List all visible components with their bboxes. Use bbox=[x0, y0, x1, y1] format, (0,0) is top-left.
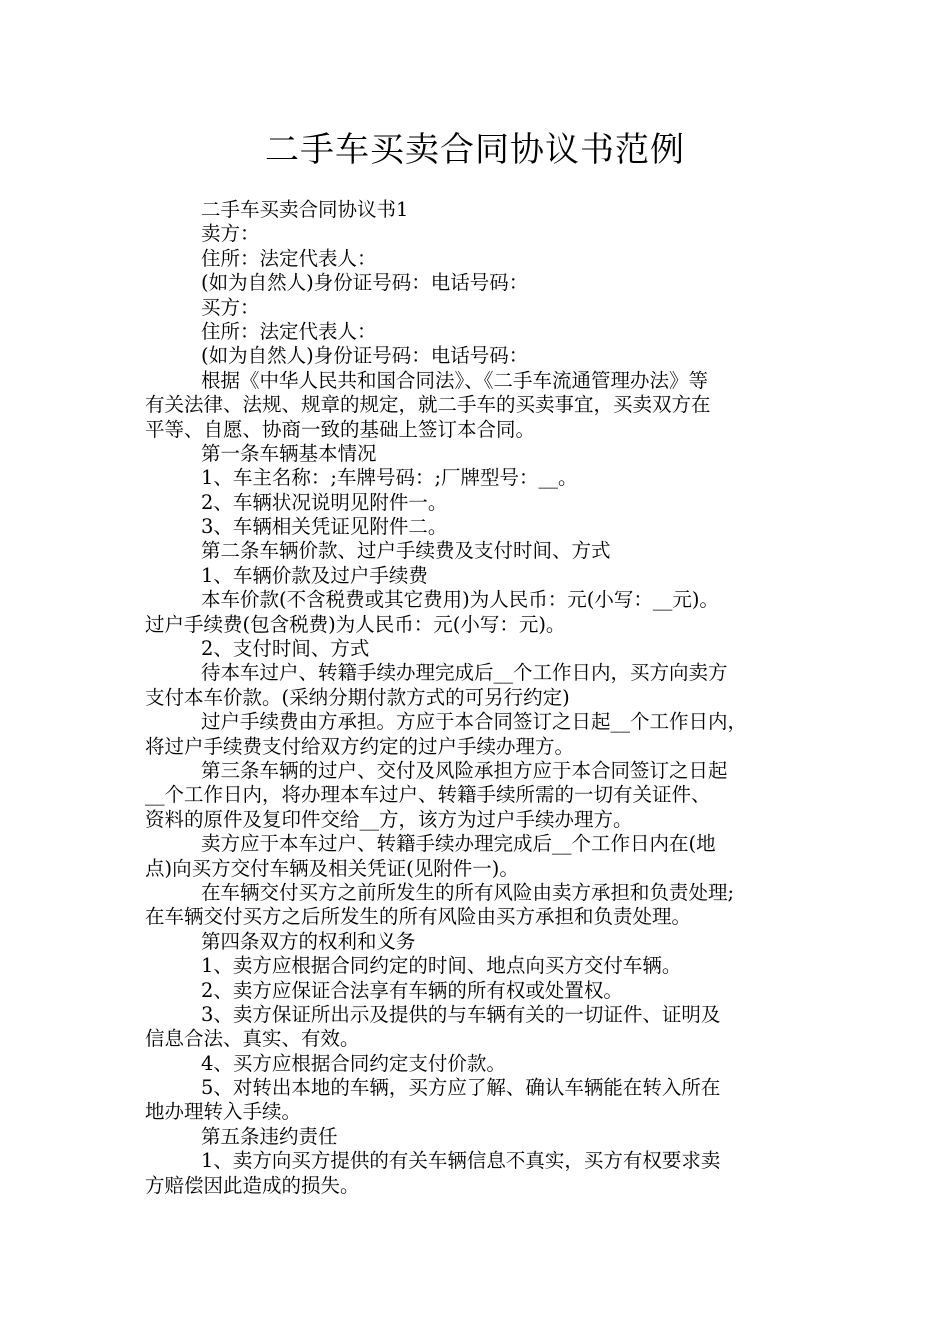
paragraph-line: 有关法律、法规、规章的规定，就二手车的买卖事宜，买卖双方在 bbox=[145, 393, 711, 417]
paragraph-line: 方赔偿因此造成的损失。 bbox=[145, 1173, 360, 1197]
paragraph-line: 1、车主名称：;车牌号码：;厂牌型号：__。 bbox=[201, 466, 578, 490]
paragraph-line: 平等、自愿、协商一致的基础上签订本合同。 bbox=[145, 417, 536, 441]
paragraph-line: 本车价款(不含税费或其它费用)为人民币：元(小写：__元)。 bbox=[201, 588, 719, 612]
paragraph-line: 1、卖方向买方提供的有关车辆信息不真实，买方有权要求卖 bbox=[201, 1149, 721, 1173]
paragraph-line: 将过户手续费支付给双方约定的过户手续办理方。 bbox=[145, 734, 575, 758]
paragraph-line: 1、卖方应根据合同约定的时间、地点向买方交付车辆。 bbox=[201, 954, 682, 978]
paragraph-line: __个工作日内，将办理本车过户、转籍手续所需的一切有关证件、 bbox=[145, 783, 711, 807]
paragraph-line: 第五条违约责任 bbox=[201, 1124, 338, 1148]
paragraph-line: 过户手续费由方承担。方应于本合同签订之日起__个工作日内， bbox=[201, 710, 748, 734]
paragraph-line: 待本车过户、转籍手续办理完成后__个工作日内，买方向卖方 bbox=[201, 661, 728, 685]
paragraph-line: 卖方应于本车过户、转籍手续办理完成后__个工作日内在(地 bbox=[201, 832, 716, 856]
paragraph-line: 过户手续费(包含税费)为人民币：元(小写：元)。 bbox=[145, 612, 566, 636]
paragraph-line: 地办理转入手续。 bbox=[145, 1100, 302, 1124]
paragraph-line: 信息合法、真实、有效。 bbox=[145, 1027, 360, 1051]
paragraph-line: 第四条双方的权利和义务 bbox=[201, 929, 416, 953]
paragraph-line: 支付本车价款。(采纳分期付款方式的可另行约定) bbox=[145, 685, 570, 709]
paragraph-line: 3、车辆相关凭证见附件二。 bbox=[201, 515, 448, 539]
paragraph-line: 2、车辆状况说明见附件一。 bbox=[201, 490, 448, 514]
document-title: 二手车买卖合同协议书范例 bbox=[265, 130, 685, 170]
paragraph-line: 在车辆交付买方之后所发生的所有风险由买方承担和负责处理。 bbox=[145, 905, 692, 929]
paragraph-line: 2、卖方应保证合法享有车辆的所有权或处置权。 bbox=[201, 978, 623, 1002]
paragraph-line: 资料的原件及复印件交给__方，该方为过户手续办理方。 bbox=[145, 807, 633, 831]
paragraph-line: 第一条车辆基本情况 bbox=[201, 441, 377, 465]
paragraph-line: 3、卖方保证所出示及提供的与车辆有关的一切证件、证明及 bbox=[201, 1002, 721, 1026]
paragraph-line: 5、对转出本地的车辆，买方应了解、确认车辆能在转入所在 bbox=[201, 1076, 721, 1100]
paragraph-line: 第三条车辆的过户、交付及风险承担方应于本合同签订之日起 bbox=[201, 758, 728, 782]
paragraph-line: 2、支付时间、方式 bbox=[201, 637, 370, 661]
paragraph-line: 在车辆交付买方之前所发生的所有风险由卖方承担和负责处理; bbox=[201, 880, 735, 904]
paragraph-line: 住所：法定代表人： bbox=[201, 319, 377, 343]
paragraph-line: 二手车买卖合同协议书1 bbox=[201, 198, 409, 221]
paragraph-line: (如为自然人)身份证号码：电话号码： bbox=[201, 271, 529, 295]
paragraph-line: 卖方： bbox=[201, 222, 260, 246]
paragraph-line: 1、车辆价款及过户手续费 bbox=[201, 563, 428, 587]
paragraph-line: 住所：法定代表人： bbox=[201, 246, 377, 270]
paragraph-line: (如为自然人)身份证号码：电话号码： bbox=[201, 344, 529, 368]
paragraph-line: 第二条车辆价款、过户手续费及支付时间、方式 bbox=[201, 539, 611, 563]
paragraph-line: 买方： bbox=[201, 295, 260, 319]
paragraph-line: 4、买方应根据合同约定支付价款。 bbox=[201, 1051, 506, 1075]
paragraph-line: 点)向买方交付车辆及相关凭证(见附件一)。 bbox=[145, 856, 519, 880]
paragraph-line: 根据《中华人民共和国合同法》、《二手车流通管理办法》等 bbox=[201, 368, 709, 392]
document-body bbox=[145, 198, 815, 1198]
